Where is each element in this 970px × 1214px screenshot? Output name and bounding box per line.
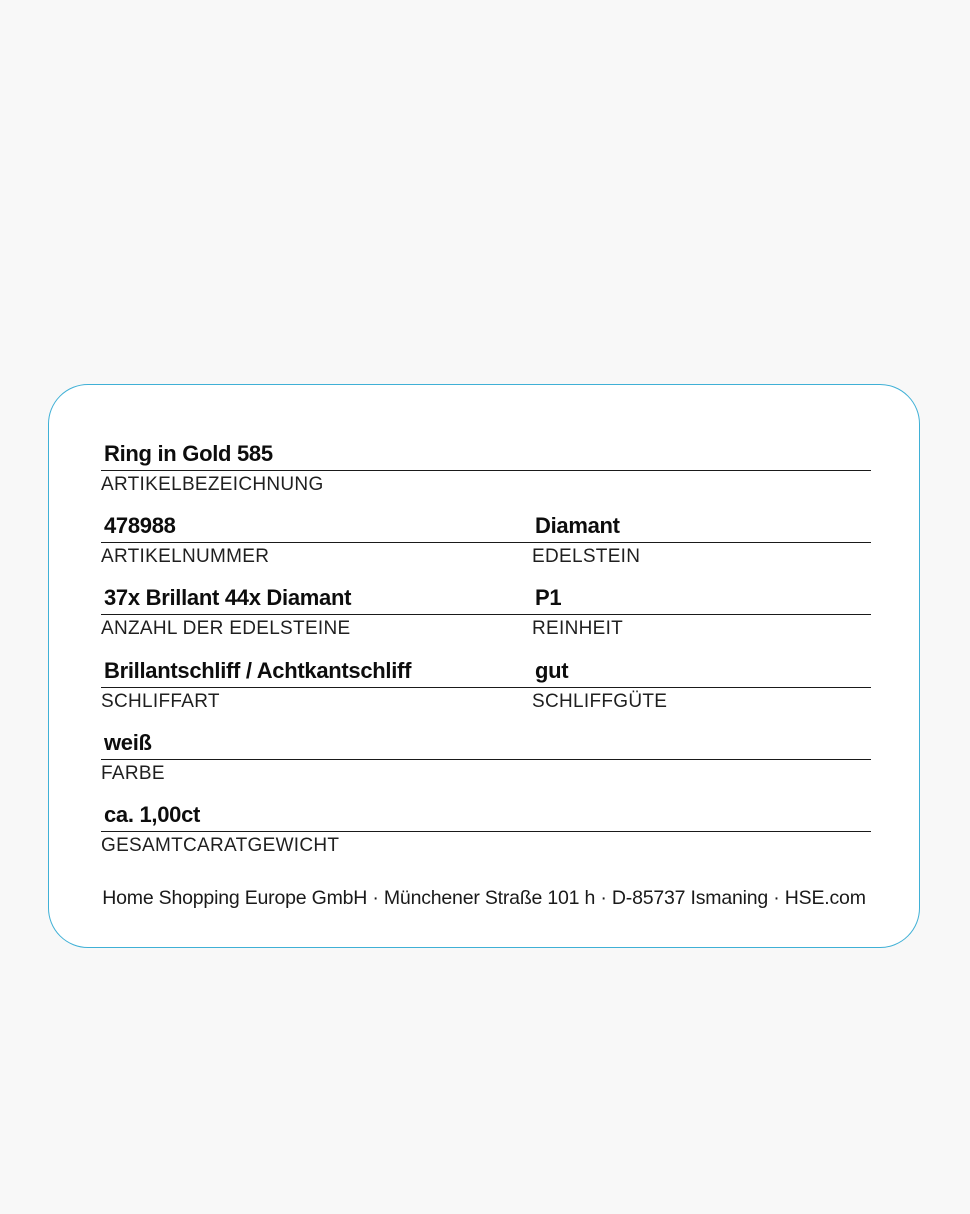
- edelstein-label: EDELSTEIN: [532, 546, 641, 567]
- divider-line: [101, 614, 532, 615]
- field-schliffguete: [532, 652, 871, 712]
- artikelbezeichnung-label: ARTIKELBEZEICHNUNG: [101, 474, 324, 495]
- farbe-label: FARBE: [101, 763, 165, 784]
- gesamtgewicht-label: GESAMTCARATGEWICHT: [101, 835, 340, 856]
- schliffguete-label: SCHLIFFGÜTE: [532, 691, 668, 712]
- reinheit-label: REINHEIT: [532, 618, 624, 639]
- schliffguete-value: gut: [535, 658, 569, 683]
- field-schliffart: [101, 652, 532, 712]
- anzahl-value: 37x Brillant 44x Diamant: [104, 585, 352, 610]
- edelstein-value: Diamant: [535, 513, 620, 538]
- artikelnummer-value: 478988: [104, 513, 176, 538]
- field-gesamtcaratgewicht: [101, 796, 871, 856]
- field-edelstein: [532, 507, 871, 567]
- gesamtgewicht-value: ca. 1,00ct: [104, 802, 201, 827]
- company-footer: Home Shopping Europe GmbH · Münchener Straße 101 h · D-85737 Ismaning · HSE.com: [102, 887, 866, 909]
- field-anzahl-edelsteine: [101, 579, 532, 639]
- anzahl-label: ANZAHL DER EDELSTEINE: [101, 618, 351, 639]
- divider-line: [101, 759, 871, 760]
- divider-line: [101, 542, 532, 543]
- schliffart-value: Brillantschliff / Achtkantschliff: [104, 658, 412, 683]
- divider-line: [532, 687, 871, 688]
- divider-line: [101, 687, 532, 688]
- field-farbe: [101, 724, 871, 784]
- field-artikelbezeichnung: [101, 435, 871, 495]
- product-info-card: [48, 384, 920, 948]
- divider-line: [532, 614, 871, 615]
- field-reinheit: [532, 579, 871, 639]
- field-artikelnummer: [101, 507, 532, 567]
- artikelbezeichnung-value: Ring in Gold 585: [104, 441, 273, 466]
- schliffart-label: SCHLIFFART: [101, 691, 220, 712]
- divider-line: [532, 542, 871, 543]
- reinheit-value: P1: [535, 585, 562, 610]
- artikelnummer-label: ARTIKELNUMMER: [101, 546, 270, 567]
- divider-line: [101, 470, 871, 471]
- farbe-value: weiß: [104, 730, 152, 755]
- divider-line: [101, 831, 871, 832]
